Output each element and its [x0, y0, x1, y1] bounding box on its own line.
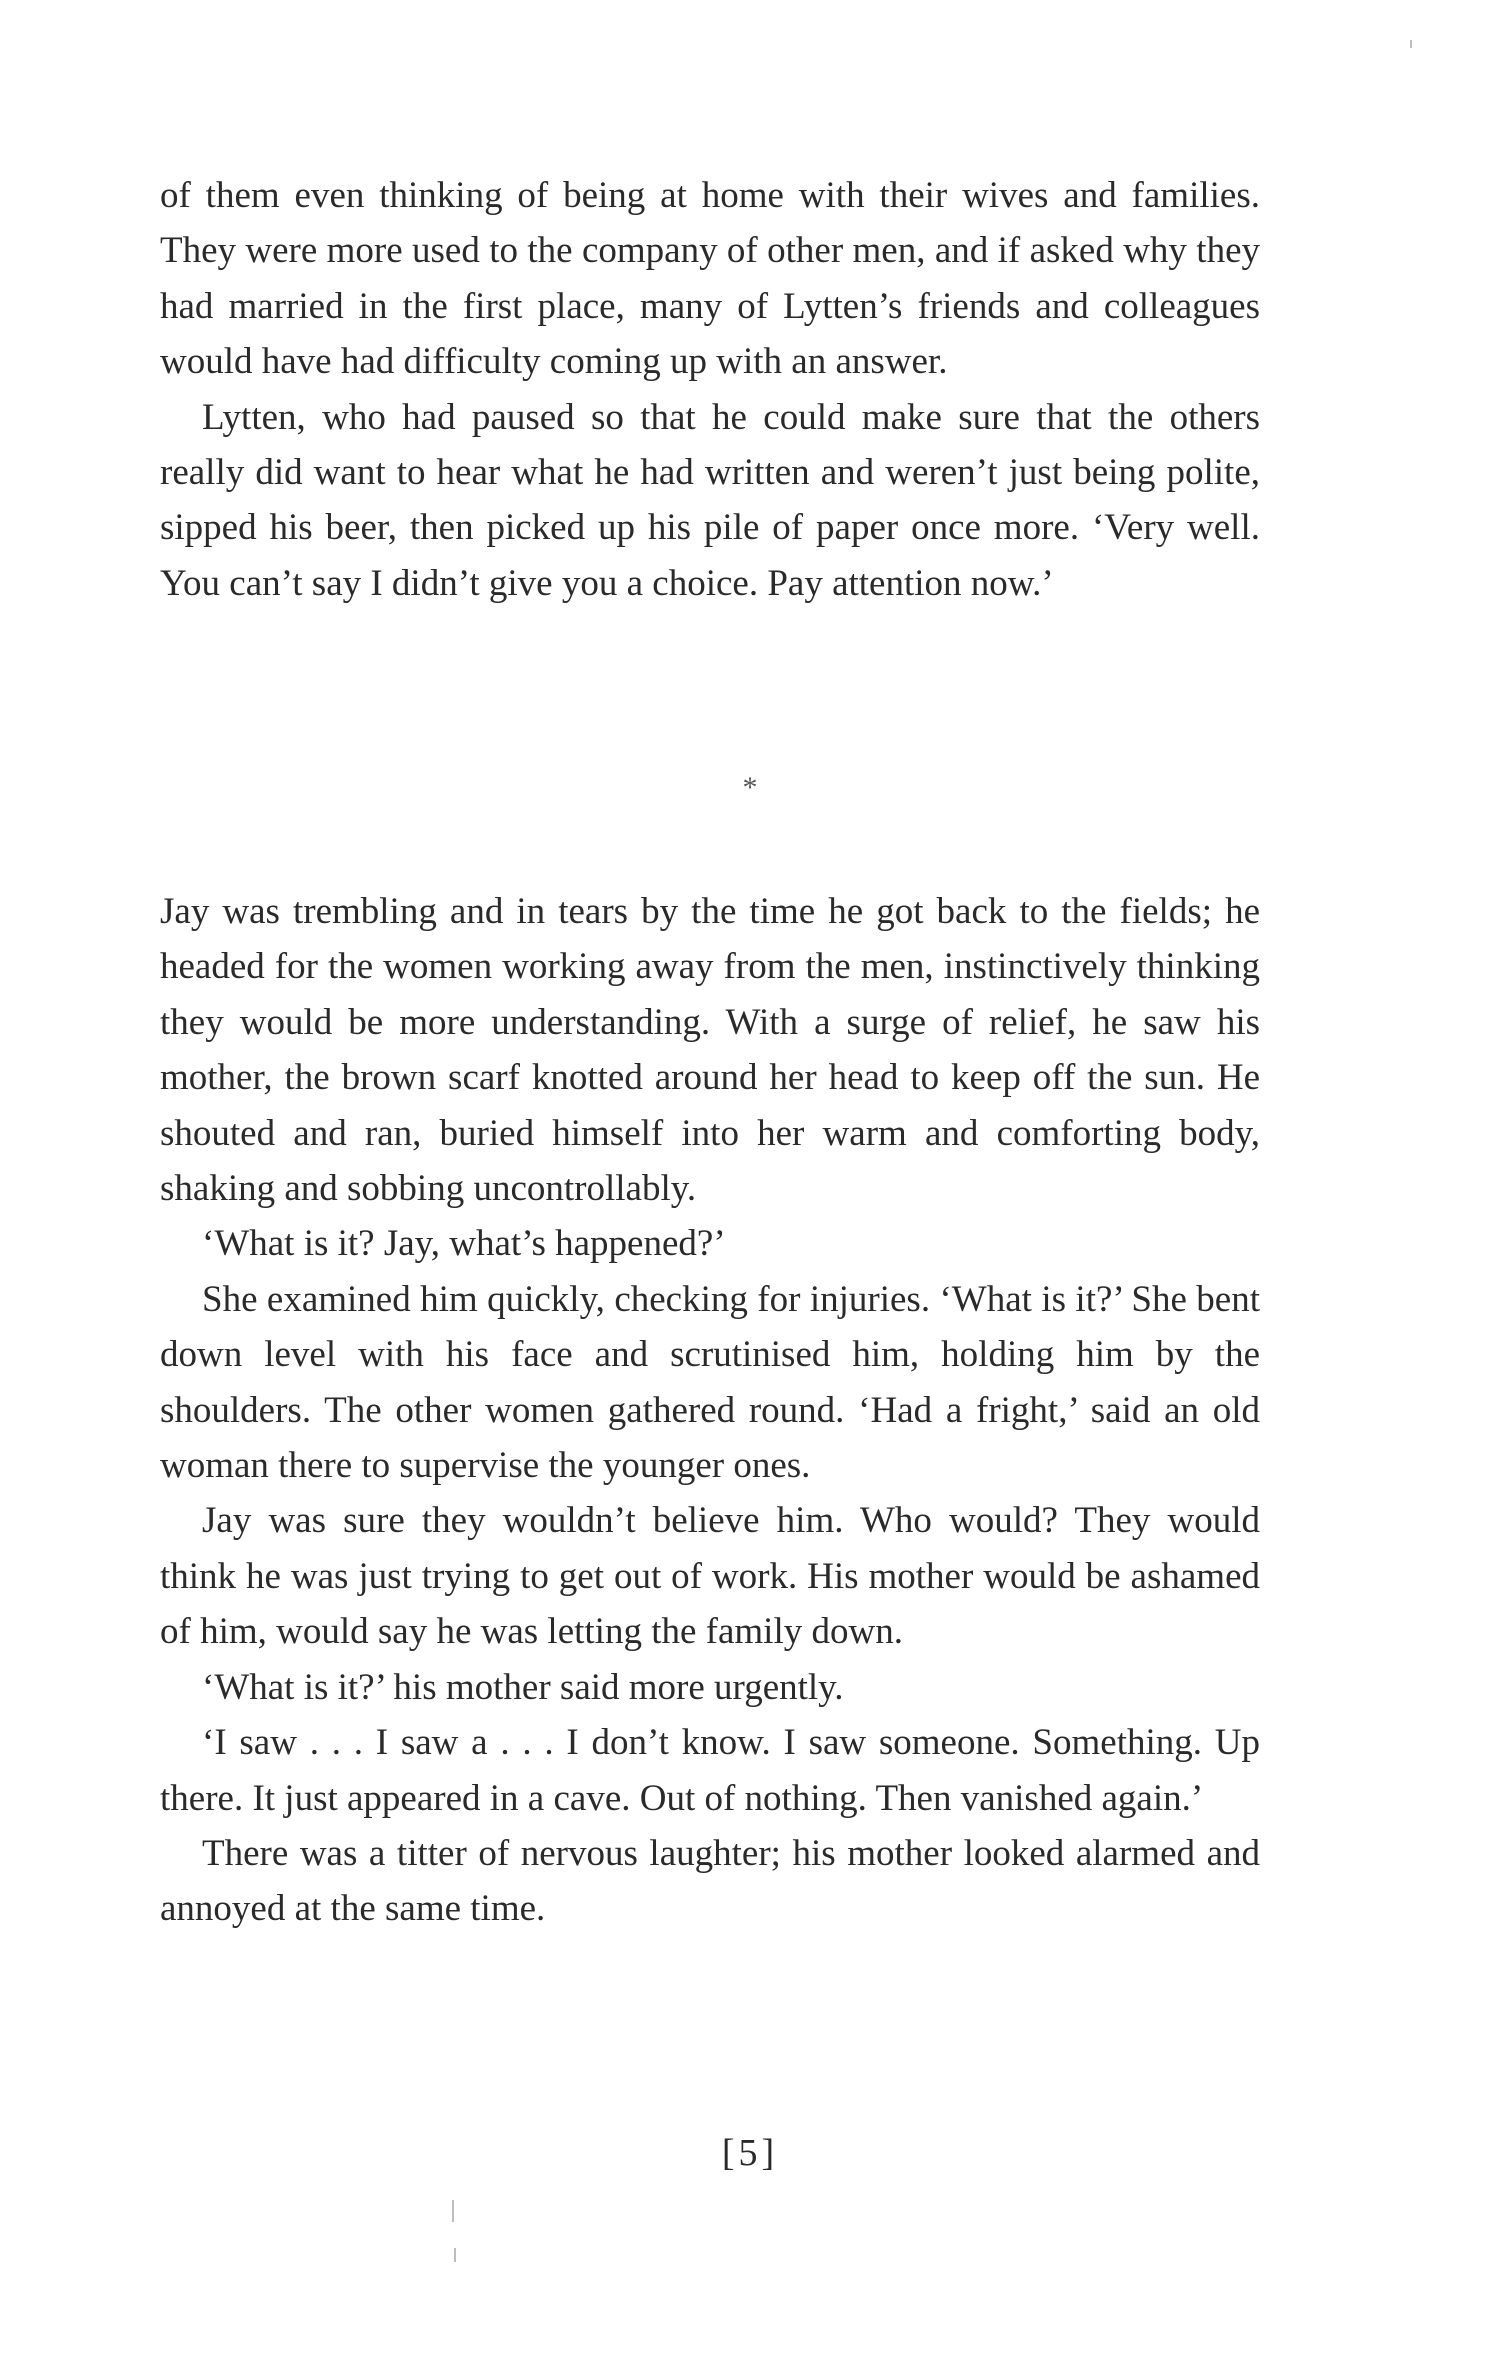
paragraph: ‘I saw . . . I saw a . . . I don’t know. I saw someone. Something. Up there. It just appeared in a cave. Out of nothing. Then vanished again.’: [160, 1722, 1260, 1819]
paragraph: ‘What is it?’ his mother said more urgently.: [202, 1666, 844, 1708]
paragraph: Jay was sure they wouldn’t believe him. Who would? They would think he was just trying to get out of work. His mother would be ashamed of him, would say he was letting the family down.: [160, 1500, 1260, 1653]
paragraph: Jay was trembling and in tears by the time he got back to the fields; he headed for the women working away from the men, instinctively thinking they would be more understanding. With a surge of relief, he saw his mother, the brown scarf knotted around her head to keep off the sun. He shouted and ran, buried himself into her warm and comforting body, shaking and sobbing uncontrollably.: [160, 891, 1260, 1210]
paragraph: There was a titter of nervous laughter; his mother looked alarmed and annoyed at the same time.: [160, 1832, 1260, 1930]
page-number: [5]: [721, 2132, 779, 2174]
scan-speck: [1410, 40, 1412, 48]
paragraph: Lytten, who had paused so that he could make sure that the others really did want to hear what he had written and weren’t just being polite, sipped his beer, then picked up his pile of paper once more. ‘Very well. You can’t say I didn’t give you a choice. Pay attention now.’: [160, 396, 1260, 604]
paragraph: of them even thinking of being at home with their wives and families. They were more used to the company of other men, and if asked why they had married in the first place, many of Lytten’s friends and colleagues would have had difficulty coming up with an answer.: [160, 175, 1260, 383]
paragraph: ‘What is it? Jay, what’s happened?’: [202, 1223, 726, 1265]
text-block-top: [160, 168, 1260, 611]
scan-speck: [454, 2248, 456, 2262]
section-break-asterisk: *: [742, 771, 758, 804]
scan-speck: [452, 2200, 454, 2222]
text-block-bottom: [160, 884, 1260, 1937]
paragraph: She examined him quickly, checking for injuries. ‘What is it?’ She bent down level with his face and scrutinised him, holding him by the shoulders. The other women gathered round. ‘Had a fright,’ said an old woman there to supervise the younger ones.: [160, 1278, 1260, 1487]
